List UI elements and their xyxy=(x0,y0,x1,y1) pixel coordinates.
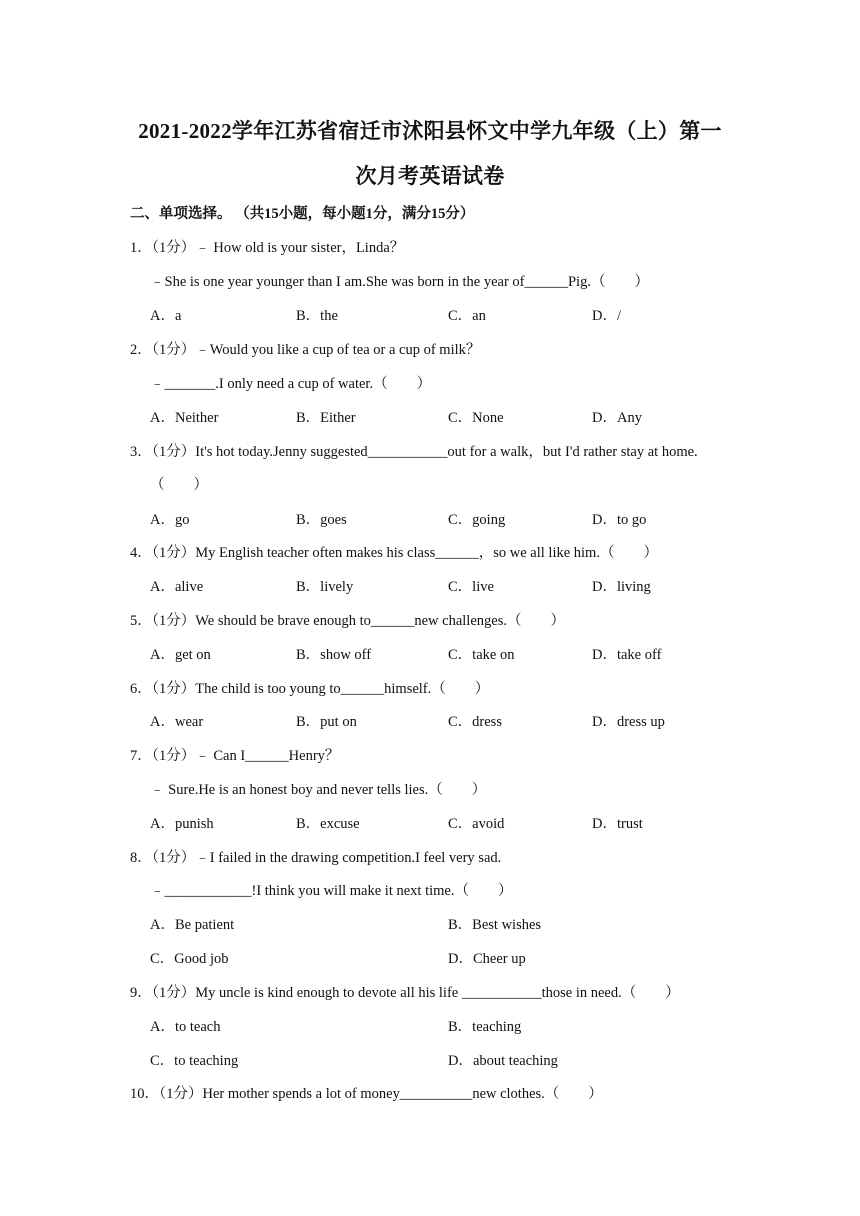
question-9-stem: 9．（1分）My uncle is kind enough to devote all his life ___________those in need.（ ） xyxy=(130,985,680,1001)
question-4-stem: 4．（1分）My English teacher often makes his class______，so we all like him.（ ） xyxy=(130,545,658,561)
exam-title-line2: 次月考英语试卷 xyxy=(355,164,505,188)
question-6-option-b: B．put on xyxy=(296,714,357,730)
exam-title-line1: 2021-2022学年江苏省宿迁市沭阳县怀文中学九年级（上）第一 xyxy=(138,119,722,143)
question-4-option-a: A．alive xyxy=(150,579,204,595)
question-7-option-b: B．excuse xyxy=(296,816,360,832)
question-9-option-c: C．to teaching xyxy=(150,1053,239,1069)
question-7-option-d: D．trust xyxy=(592,816,643,832)
question-1-option-d: D．/ xyxy=(592,308,621,324)
question-4-option-b: B．lively xyxy=(296,579,354,595)
question-3-option-b: B．goes xyxy=(296,512,347,528)
section-heading: 二、单项选择。 （共15小题，每小题1分，满分15分） xyxy=(130,206,475,222)
question-6-option-c: C．dress xyxy=(448,714,502,730)
question-2-option-b: B．Either xyxy=(296,410,356,426)
question-4-option-d: D．living xyxy=(592,579,651,595)
question-8-stem: 8．（1分）﹣I failed in the drawing competition.I feel very sad. xyxy=(130,850,502,866)
question-8-option-a: A．Be patient xyxy=(150,917,235,933)
question-6-option-a: A．wear xyxy=(150,714,204,730)
question-6-option-d: D．dress up xyxy=(592,714,665,730)
question-8-option-d: D．Cheer up xyxy=(448,951,526,967)
question-10-stem: 10．（1分）Her mother spends a lot of money__________new clothes.（ ） xyxy=(130,1086,603,1102)
question-1-stem: 1．（1分）﹣ How old is your sister，Linda？ xyxy=(130,240,405,256)
question-2-option-c: C．None xyxy=(448,410,504,426)
question-3-line2: （ ） xyxy=(150,477,208,493)
question-4-option-c: C．live xyxy=(448,579,494,595)
question-7-option-a: A．punish xyxy=(150,816,214,832)
question-6-stem: 6．（1分）The child is too young to______himself.（ ） xyxy=(130,681,490,697)
question-8-line2: ﹣____________!I think you will make it next time.（ ） xyxy=(150,883,513,899)
question-1-option-b: B．the xyxy=(296,308,338,324)
question-9-option-b: B．teaching xyxy=(448,1019,522,1035)
question-9-option-a: A．to teach xyxy=(150,1019,221,1035)
question-2-line2: ﹣_______.I only need a cup of water.（ ） xyxy=(150,376,432,392)
question-7-option-c: C．avoid xyxy=(448,816,505,832)
question-5-stem: 5．（1分）We should be brave enough to______new challenges.（ ） xyxy=(130,613,565,629)
question-3-option-c: C．going xyxy=(448,512,506,528)
question-3-option-d: D．to go xyxy=(592,512,647,528)
question-1-line2: ﹣She is one year younger than I am.She was born in the year of______Pig.（ ） xyxy=(150,274,649,290)
question-5-option-d: D．take off xyxy=(592,647,662,663)
question-8-option-c: C．Good job xyxy=(150,951,229,967)
question-1-option-c: C．an xyxy=(448,308,486,324)
question-7-stem: 7．（1分）﹣ Can I______Henry？ xyxy=(130,748,340,764)
question-9-option-d: D．about teaching xyxy=(448,1053,558,1069)
question-2-option-a: A．Neither xyxy=(150,410,219,426)
question-7-line2: ﹣ Sure.He is an honest boy and never tells lies.（ ） xyxy=(150,782,487,798)
question-5-option-c: C．take on xyxy=(448,647,515,663)
question-5-option-a: A．get on xyxy=(150,647,211,663)
question-2-option-d: D．Any xyxy=(592,410,642,426)
question-3-option-a: A．go xyxy=(150,512,190,528)
question-8-option-b: B．Best wishes xyxy=(448,917,542,933)
question-2-stem: 2．（1分）﹣Would you like a cup of tea or a cup of milk？ xyxy=(130,342,481,358)
question-5-option-b: B．show off xyxy=(296,647,372,663)
question-1-option-a: A．a xyxy=(150,308,182,324)
question-3-stem: 3．（1分）It's hot today.Jenny suggested___________out for a walk，but I'd rather stay at home. xyxy=(130,444,698,460)
